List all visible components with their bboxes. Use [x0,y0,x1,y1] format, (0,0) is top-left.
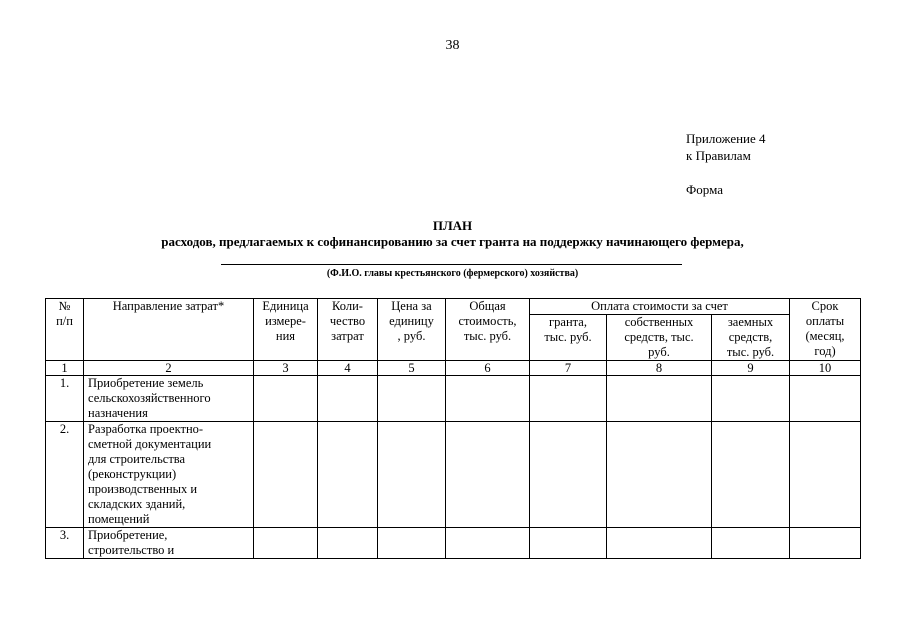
cell-term[interactable] [790,376,861,422]
cell-quantity[interactable] [318,528,378,559]
cell-term[interactable] [790,422,861,528]
cell-own-funds[interactable] [607,376,712,422]
cell-borrowed-funds[interactable] [712,528,790,559]
appendix-line-2: к Правилам [686,148,751,163]
header-borrowed-funds: заемных средств, тыс. руб. [712,315,790,361]
cell-own-funds[interactable] [607,422,712,528]
document-title [0,218,905,250]
header-payment-group: Оплата стоимости за счет [530,299,790,315]
cell-term[interactable] [790,528,861,559]
plan-table [45,298,861,559]
row-direction: Приобретение земель сельскохозяйственного назначения [84,376,254,422]
cell-price[interactable] [378,376,446,422]
table-row [46,422,861,528]
signature-caption: (Ф.И.О. главы крестьянского (фермерского) хозяйства) [326,268,579,279]
table-row [46,528,861,559]
column-number-row [46,361,861,376]
header-direction: Направление затрат* [84,299,254,361]
signature-line [221,264,682,265]
cell-unit[interactable] [254,376,318,422]
cell-own-funds[interactable] [607,528,712,559]
header-grant: гранта, тыс. руб. [530,315,607,361]
column-number: 6 [446,361,530,376]
cell-price[interactable] [378,528,446,559]
column-number: 10 [790,361,861,376]
column-number: 9 [712,361,790,376]
cell-total[interactable] [446,376,530,422]
column-number: 5 [378,361,446,376]
header-unit: Единица измере- ния [254,299,318,361]
cell-unit[interactable] [254,422,318,528]
column-number: 4 [318,361,378,376]
cell-grant[interactable] [530,422,607,528]
cell-quantity[interactable] [318,422,378,528]
column-number: 7 [530,361,607,376]
column-number: 1 [46,361,84,376]
header-total: Общая стоимость, тыс. руб. [446,299,530,361]
row-number: 2. [46,422,84,528]
form-label: Форма [686,182,723,197]
appendix-block [686,130,766,198]
cell-grant[interactable] [530,376,607,422]
cell-total[interactable] [446,422,530,528]
cell-borrowed-funds[interactable] [712,422,790,528]
column-number: 8 [607,361,712,376]
cell-price[interactable] [378,422,446,528]
title-line-1: ПЛАН [432,218,473,233]
cell-borrowed-funds[interactable] [712,376,790,422]
row-number: 1. [46,376,84,422]
row-direction: Разработка проектно- сметной документации для строительства (реконструкции) производственных и складских зданий, помещений [84,422,254,528]
title-line-2: расходов, предлагаемых к софинансированию за счет гранта на поддержку начинающего фермера, [161,234,744,249]
appendix-line-1: Приложение 4 [686,131,766,146]
page-number: 38 [445,38,460,53]
table-row [46,376,861,422]
column-number: 3 [254,361,318,376]
column-number: 2 [84,361,254,376]
row-direction: Приобретение, строительство и [84,528,254,559]
header-price: Цена за единицу , руб. [378,299,446,361]
header-num: № п/п [46,299,84,361]
cell-quantity[interactable] [318,376,378,422]
cell-grant[interactable] [530,528,607,559]
row-number: 3. [46,528,84,559]
header-quantity: Коли- чество затрат [318,299,378,361]
cell-total[interactable] [446,528,530,559]
header-term: Срок оплаты (месяц, год) [790,299,861,361]
header-own-funds: собственных средств, тыс. руб. [607,315,712,361]
cell-unit[interactable] [254,528,318,559]
